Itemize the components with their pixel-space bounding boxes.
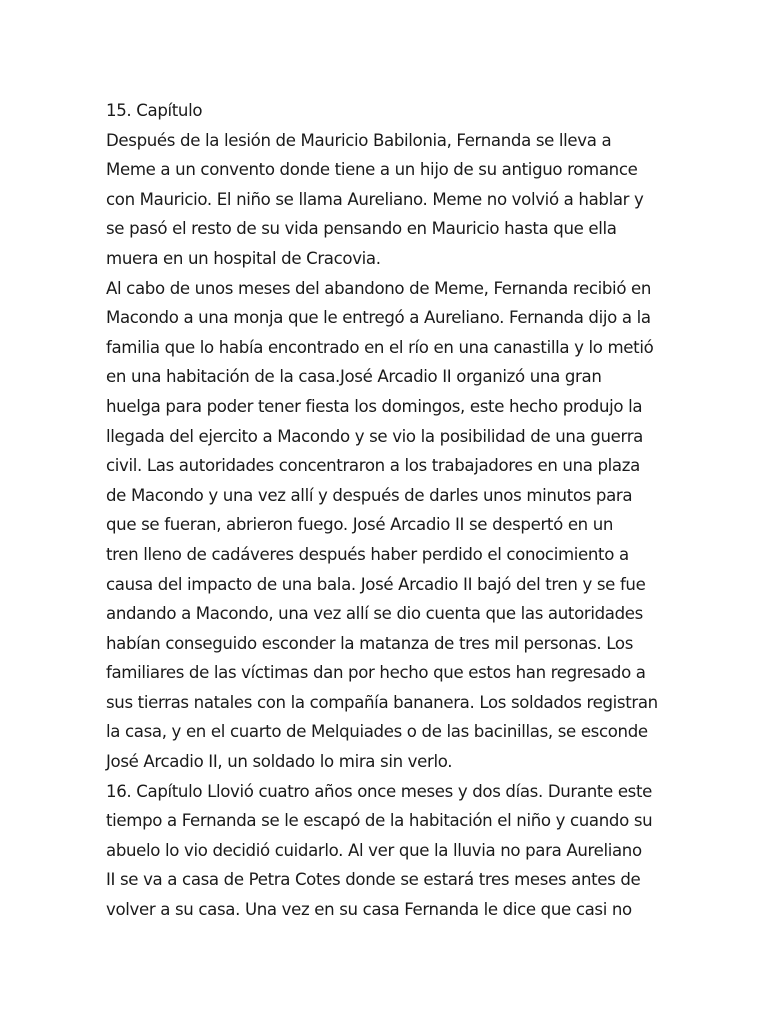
text-line: se pasó el resto de su vida pensando en Mauricio hasta que ella [106, 219, 617, 239]
chapter-heading-16-line: 16. Capítulo Llovió cuatro años once meses y dos días. Durante este [106, 781, 652, 801]
text-line: Macondo a una monja que le entregó a Aureliano. Fernanda dijo a la [106, 308, 651, 328]
text-line: tren lleno de cadáveres después haber perdido el conocimiento a [106, 544, 629, 564]
text-line: abuelo lo vio decidió cuidarlo. Al ver que la lluvia no para Aureliano [106, 840, 642, 860]
text-line: tiempo a Fernanda se le escapó de la habitación el niño y cuando su [106, 811, 653, 831]
text-line: Meme a un convento donde tiene a un hijo de su antiguo romance [106, 160, 638, 180]
text-line: Al cabo de unos meses del abandono de Meme, Fernanda recibió en [106, 278, 652, 298]
text-line: Después de la lesión de Mauricio Babilonia, Fernanda se lleva a [106, 130, 612, 150]
text-line: de Macondo y una vez allí y después de darles unos minutos para [106, 485, 633, 505]
text-line: habían conseguido esconder la matanza de tres mil personas. Los [106, 633, 633, 653]
text-line: con Mauricio. El niño se llama Aureliano. Meme no volvió a hablar y [106, 189, 644, 209]
text-line: andando a Macondo, una vez allí se dio cuenta que las autoridades [106, 604, 643, 624]
text-line: huelga para poder tener fiesta los domingos, este hecho produjo la [106, 396, 643, 416]
text-line: familia que lo había encontrado en el río en una canastilla y lo metió [106, 337, 654, 357]
text-line: que se fueran, abrieron fuego. José Arcadio II se despertó en un [106, 515, 614, 535]
text-line: José Arcadio II, un soldado lo mira sin verlo. [106, 752, 453, 772]
text-line: familiares de las víctimas dan por hecho que estos han regresado a [106, 663, 646, 683]
text-line: en una habitación de la casa.José Arcadio II organizó una gran [106, 367, 602, 387]
text-line: sus tierras natales con la compañía bananera. Los soldados registran [106, 692, 658, 712]
text-line: II se va a casa de Petra Cotes donde se estará tres meses antes de [106, 870, 641, 890]
text-line: volver a su casa. Una vez en su casa Fernanda le dice que casi no [106, 900, 632, 920]
chapter-heading-15: 15. Capítulo [106, 101, 203, 120]
text-line: civil. Las autoridades concentraron a los trabajadores en una plaza [106, 456, 640, 476]
text-line: llegada del ejercito a Macondo y se vio la posibilidad de una guerra [106, 426, 643, 446]
text-line: muera en un hospital de Cracovia. [106, 248, 381, 268]
text-line: la casa, y en el cuarto de Melquiades o de las bacinillas, se esconde [106, 722, 648, 742]
text-line: causa del impacto de una bala. José Arcadio II bajó del tren y se fue [106, 574, 646, 594]
document-body [106, 96, 666, 925]
